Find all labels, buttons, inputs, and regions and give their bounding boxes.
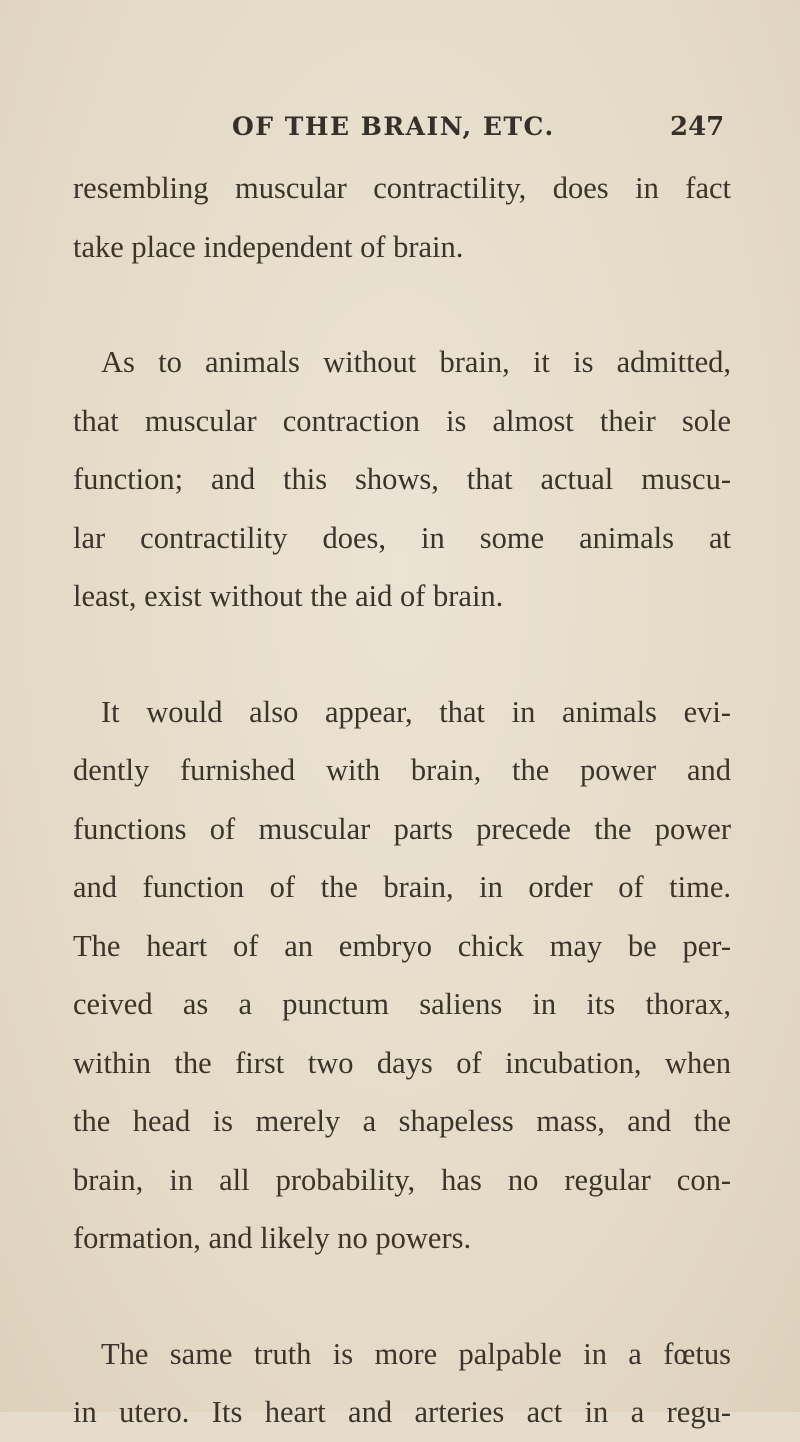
text-line: ceived as a punctum saliens in its thorax, <box>73 987 731 1021</box>
text-line: dently furnished with brain, the power and <box>73 753 731 787</box>
text-line: resembling muscular contractility, does in fact <box>73 171 731 205</box>
text-line: formation, and likely no powers. <box>73 1221 472 1255</box>
text-line: It would also appear, that in animals evi- <box>101 694 731 729</box>
text-line: functions of muscular parts precede the power <box>73 811 731 846</box>
body-text <box>73 159 731 1442</box>
paragraph-1 <box>73 159 731 276</box>
text-line: within the first two days of incubation, when <box>73 1045 731 1080</box>
paragraph-4 <box>73 1325 731 1442</box>
text-line: in utero. Its heart and arteries act in a regu- <box>73 1395 731 1429</box>
text-line: and function of the brain, in order of time. <box>73 870 731 904</box>
paragraph-3 <box>73 683 731 1268</box>
text-line: The heart of an embryo chick may be per- <box>73 928 731 963</box>
text-line: the head is merely a shapeless mass, and the <box>73 1104 731 1138</box>
running-title: OF THE BRAIN, ETC. <box>232 112 555 141</box>
text-line: lar contractility does, in some animals at <box>73 520 731 555</box>
paragraph-2 <box>73 333 731 626</box>
text-line: function; and this shows, that actual muscu- <box>73 462 731 496</box>
text-line: take place independent of brain. <box>73 229 464 264</box>
text-line: that muscular contraction is almost their sole <box>73 403 731 438</box>
text-line: The same truth is more palpable in a fœtus <box>101 1336 731 1371</box>
page-number: 247 <box>670 112 725 142</box>
text-line: As to animals without brain, it is admitted, <box>101 345 731 379</box>
text-line: brain, in all probability, has no regular con- <box>73 1162 731 1197</box>
running-head <box>0 112 800 152</box>
text-line: least, exist without the aid of brain. <box>73 579 504 613</box>
